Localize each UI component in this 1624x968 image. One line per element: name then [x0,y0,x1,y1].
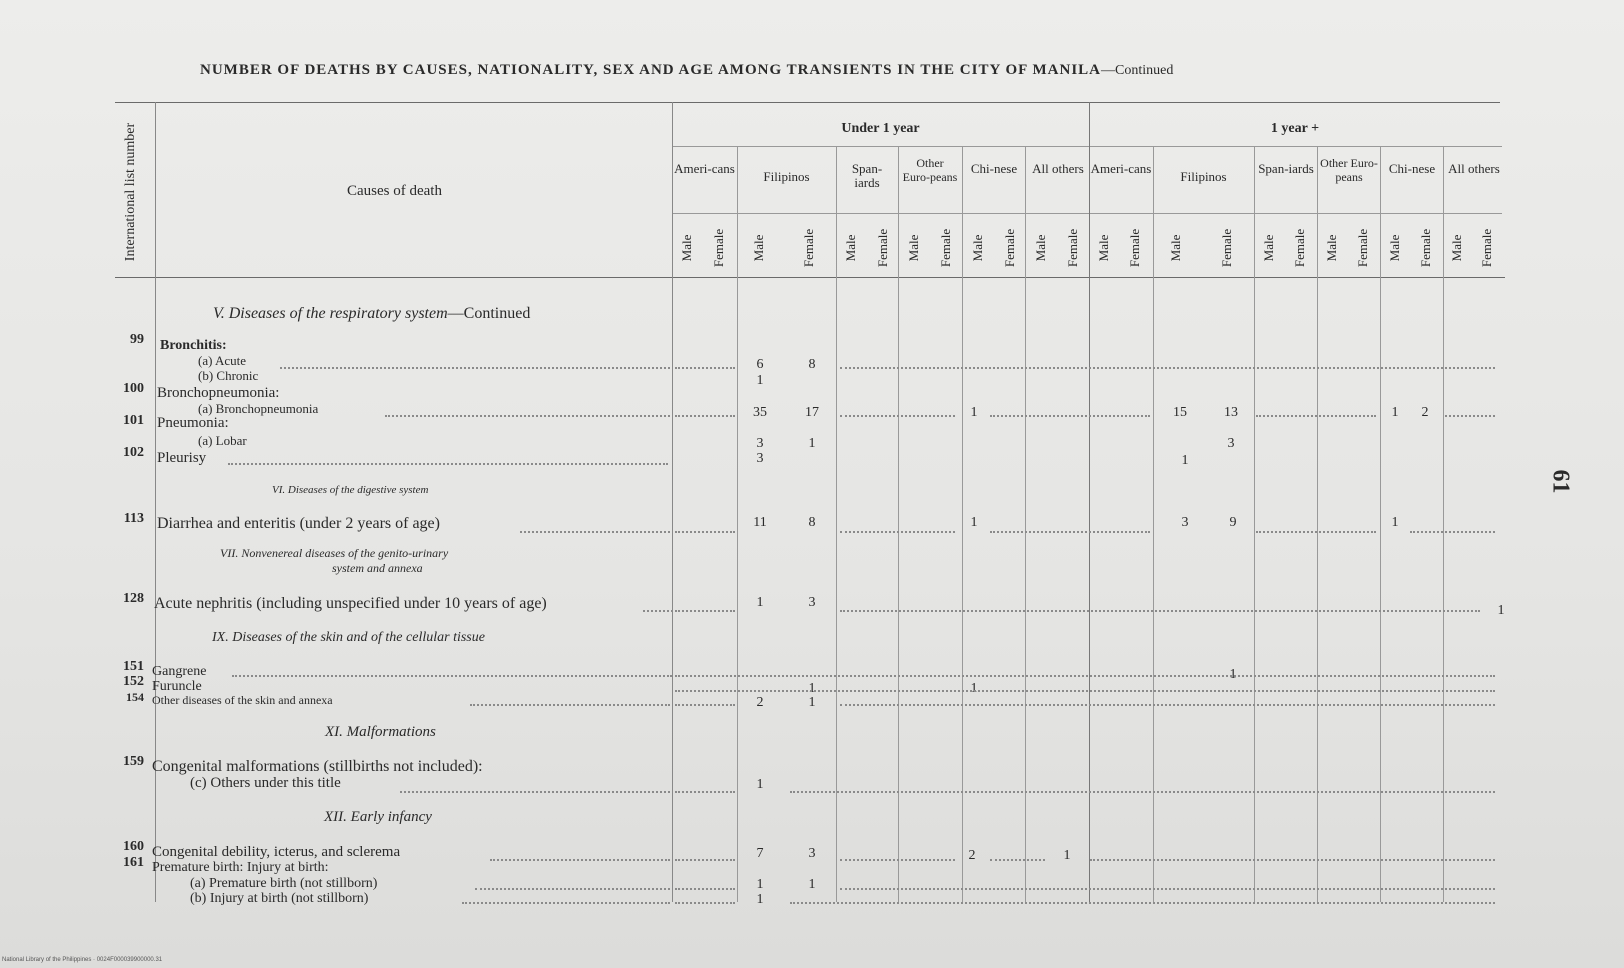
cause-label: (a) Bronchopneumonia [198,401,319,416]
male-header: Male [679,234,694,262]
empty-cell-dots [675,413,735,417]
empty-cell-dots [675,365,735,369]
leader-dots [228,461,668,465]
col-rule-age [1089,102,1090,902]
cell-value: 6 [756,357,764,372]
leader-dots [400,789,670,793]
cell-value: 17 [805,405,819,420]
female-header: Female [711,228,726,268]
footer-credit: National Library of the Philippines · 0024F000039900000.31 [2,957,163,963]
cell-value: 15 [1173,405,1187,420]
female-header: Female [1065,228,1080,268]
header-bottom-rule [115,277,1505,278]
cell-value: 1 [756,777,764,792]
empty-cell-dots [675,702,735,706]
under-1-year-header: Under 1 year [841,121,920,136]
header-top-rule [115,102,1500,103]
female-header: Female [1002,228,1017,268]
sex-rule [672,213,1502,214]
male-header: Male [1261,234,1276,262]
empty-cell-dots [790,900,1495,904]
group-americans-u1: Ameri-cans [674,161,735,176]
male-header: Male [751,234,766,262]
cell-value: 3 [808,846,816,861]
leader-dots [490,857,670,861]
cell-value: 1 [970,515,978,530]
cell-value: 1 [808,436,816,451]
cell-value: 1 [1229,667,1237,682]
cell-value: 8 [808,515,816,530]
female-header: Female [801,228,816,268]
empty-cell-dots [840,608,1480,612]
empty-cell-dots [1090,857,1495,861]
empty-cell-dots [840,413,955,417]
section-heading: XI. Malformations [325,724,436,740]
female-header: Female [1219,228,1234,268]
group-filipinos-1p: Filipinos [1180,169,1227,184]
empty-cell-dots [675,688,1495,692]
empty-cell-dots [840,529,955,533]
cell-value: 1 [756,877,764,892]
causes-header: Causes of death [347,183,442,199]
title-suffix: —Continued [1101,63,1174,78]
cell-value: 9 [1229,515,1237,530]
age-group-rule [672,146,1502,147]
cell-value: 3 [756,436,764,451]
male-header: Male [1449,234,1464,262]
cell-value: 1 [808,877,816,892]
cell-value: 35 [753,405,767,420]
section-heading: system and annexa [332,561,423,575]
list-number: 99 [130,332,144,347]
cell-value: 2 [968,848,976,863]
leader-dots [520,529,670,533]
cell-value: 8 [808,357,816,372]
list-number: 159 [123,754,144,769]
cell-value: 3 [808,595,816,610]
cell-value: 3 [1181,515,1189,530]
cause-label: (c) Others under this title [190,775,341,791]
cell-value: 13 [1224,405,1238,420]
female-header: Female [938,228,953,268]
list-number: 154 [126,690,144,704]
cell-value: 3 [1227,436,1235,451]
male-header: Male [1387,234,1402,262]
cause-label: Pneumonia: [157,415,229,431]
list-number: 151 [123,659,144,674]
empty-cell-dots [675,886,735,890]
page-number: 61 [1547,469,1574,494]
group-all-others-u1: All others [1032,161,1084,176]
female-header: Female [1355,228,1370,268]
empty-cell-dots [990,529,1150,533]
cause-label: Diarrhea and enteritis (under 2 years of age) [157,515,440,532]
male-header: Male [1033,234,1048,262]
leader-dots [643,608,673,612]
cell-value: 1 [1391,515,1399,530]
group-other-europeans-u1: Other Euro-peans [902,156,958,184]
empty-cell-dots [840,886,1495,890]
empty-cell-dots [990,413,1150,417]
male-header: Male [1096,234,1111,262]
empty-cell-dots [1256,413,1376,417]
list-number: 102 [123,445,144,460]
cell-value: 1 [756,373,764,388]
list-number: 160 [123,839,144,854]
list-number-header: International list number [123,122,138,262]
empty-cell-dots [675,900,735,904]
cell-value: 1 [756,892,764,907]
cause-label: Bronchopneumonia: [157,385,280,401]
cell-value: 7 [756,846,764,861]
group-filipinos-u1: Filipinos [763,169,810,184]
female-header: Female [1479,228,1494,268]
cell-value: 1 [808,681,816,696]
male-header: Male [970,234,985,262]
cell-value: 1 [970,681,978,696]
cell-value: 1 [1391,405,1399,420]
cause-label: Other diseases of the skin and annexa [152,693,333,707]
empty-cell-dots [675,857,735,861]
leader-dots [385,413,670,417]
list-number: 161 [123,855,144,870]
section-title: V. Diseases of the respiratory system [213,305,448,322]
female-header: Female [1418,228,1433,268]
cell-value: 1 [756,595,764,610]
group-chinese-u1: Chi-nese [970,161,1018,176]
section-heading: XII. Early infancy [324,809,432,825]
section-heading: VII. Nonvenereal diseases of the genito-urinary [220,546,449,560]
cause-label: Gangrene [152,664,207,679]
col-rule-causes [672,102,673,902]
female-header: Female [1127,228,1142,268]
cell-value: 2 [1421,405,1429,420]
leader-dots [475,886,670,890]
cell-value: 3 [756,451,764,466]
section-heading: VI. Diseases of the digestive system [272,484,429,496]
male-header: Male [906,234,921,262]
female-header: Female [1292,228,1307,268]
female-header: Female [875,228,890,268]
cause-label: (a) Lobar [198,433,247,448]
section-continued: —Continued [447,305,531,322]
leader-dots [280,365,670,369]
col-rule-list [155,102,156,902]
group-spaniards-1p: Span-iards [1258,161,1314,176]
empty-cell-dots [1256,529,1376,533]
empty-cell-dots [790,789,1495,793]
empty-cell-dots [675,673,1495,677]
cause-label: Acute nephritis (including unspecified under 10 years of age) [154,595,547,612]
list-number: 101 [123,413,144,428]
empty-cell-dots [840,365,1495,369]
empty-cell-dots [990,857,1045,861]
male-header: Male [1168,234,1183,262]
cell-value: 2 [756,695,764,710]
cell-value: 1 [1063,848,1071,863]
empty-cell-dots [840,702,1495,706]
cause-label: (a) Premature birth (not stillborn) [190,876,378,891]
empty-cell-dots [675,789,735,793]
empty-cell-dots [840,857,955,861]
list-number: 113 [123,511,144,526]
leader-dots [232,673,672,677]
cause-label: (a) Acute [198,353,247,368]
list-number: 128 [123,591,144,606]
cause-label: (b) Injury at birth (not stillborn) [190,891,369,906]
cause-label: Premature birth: Injury at birth: [152,860,329,875]
group-americans-1p: Ameri-cans [1090,161,1152,176]
cause-label: Furuncle [152,679,202,694]
male-header: Male [843,234,858,262]
empty-cell-dots [1410,529,1495,533]
cause-label: Congenital malformations (stillbirths not included): [152,758,483,775]
1-year-plus-header: 1 year + [1270,121,1320,136]
title-text: NUMBER OF DEATHS BY CAUSES, NATIONALITY, SEX AND AGE AMONG TRANSIENTS IN THE CITY OF MANILA [200,62,1102,78]
section-heading: IX. Diseases of the skin and of the cellular tissue [212,630,485,645]
leader-dots [462,900,670,904]
empty-cell-dots [675,608,735,612]
empty-cell-dots [675,529,735,533]
page-title [200,62,1173,79]
cause-label: Bronchitis: [160,338,227,353]
section-heading [213,306,530,321]
group-other-europeans-1p: Other Euro-peans [1320,156,1378,184]
cell-value: 1 [1181,453,1189,468]
group-chinese-1p: Chi-nese [1388,161,1436,176]
list-number: 100 [123,381,144,396]
list-number: 152 [123,674,144,689]
cell-value: 1 [970,405,978,420]
group-all-others-1p: All others [1448,161,1500,176]
leader-dots [470,702,670,706]
cause-label: Congenital debility, icterus, and sclerema [152,844,401,860]
cell-value: 11 [753,515,767,530]
cause-label: Pleurisy [157,450,207,466]
male-header: Male [1324,234,1339,262]
empty-cell-dots [1445,413,1495,417]
cell-value: 1 [808,695,816,710]
cause-label: (b) Chronic [198,368,259,383]
group-spaniards-u1: Span-iards [851,161,883,190]
cell-value: 1 [1497,603,1505,618]
col-rule [737,146,738,902]
